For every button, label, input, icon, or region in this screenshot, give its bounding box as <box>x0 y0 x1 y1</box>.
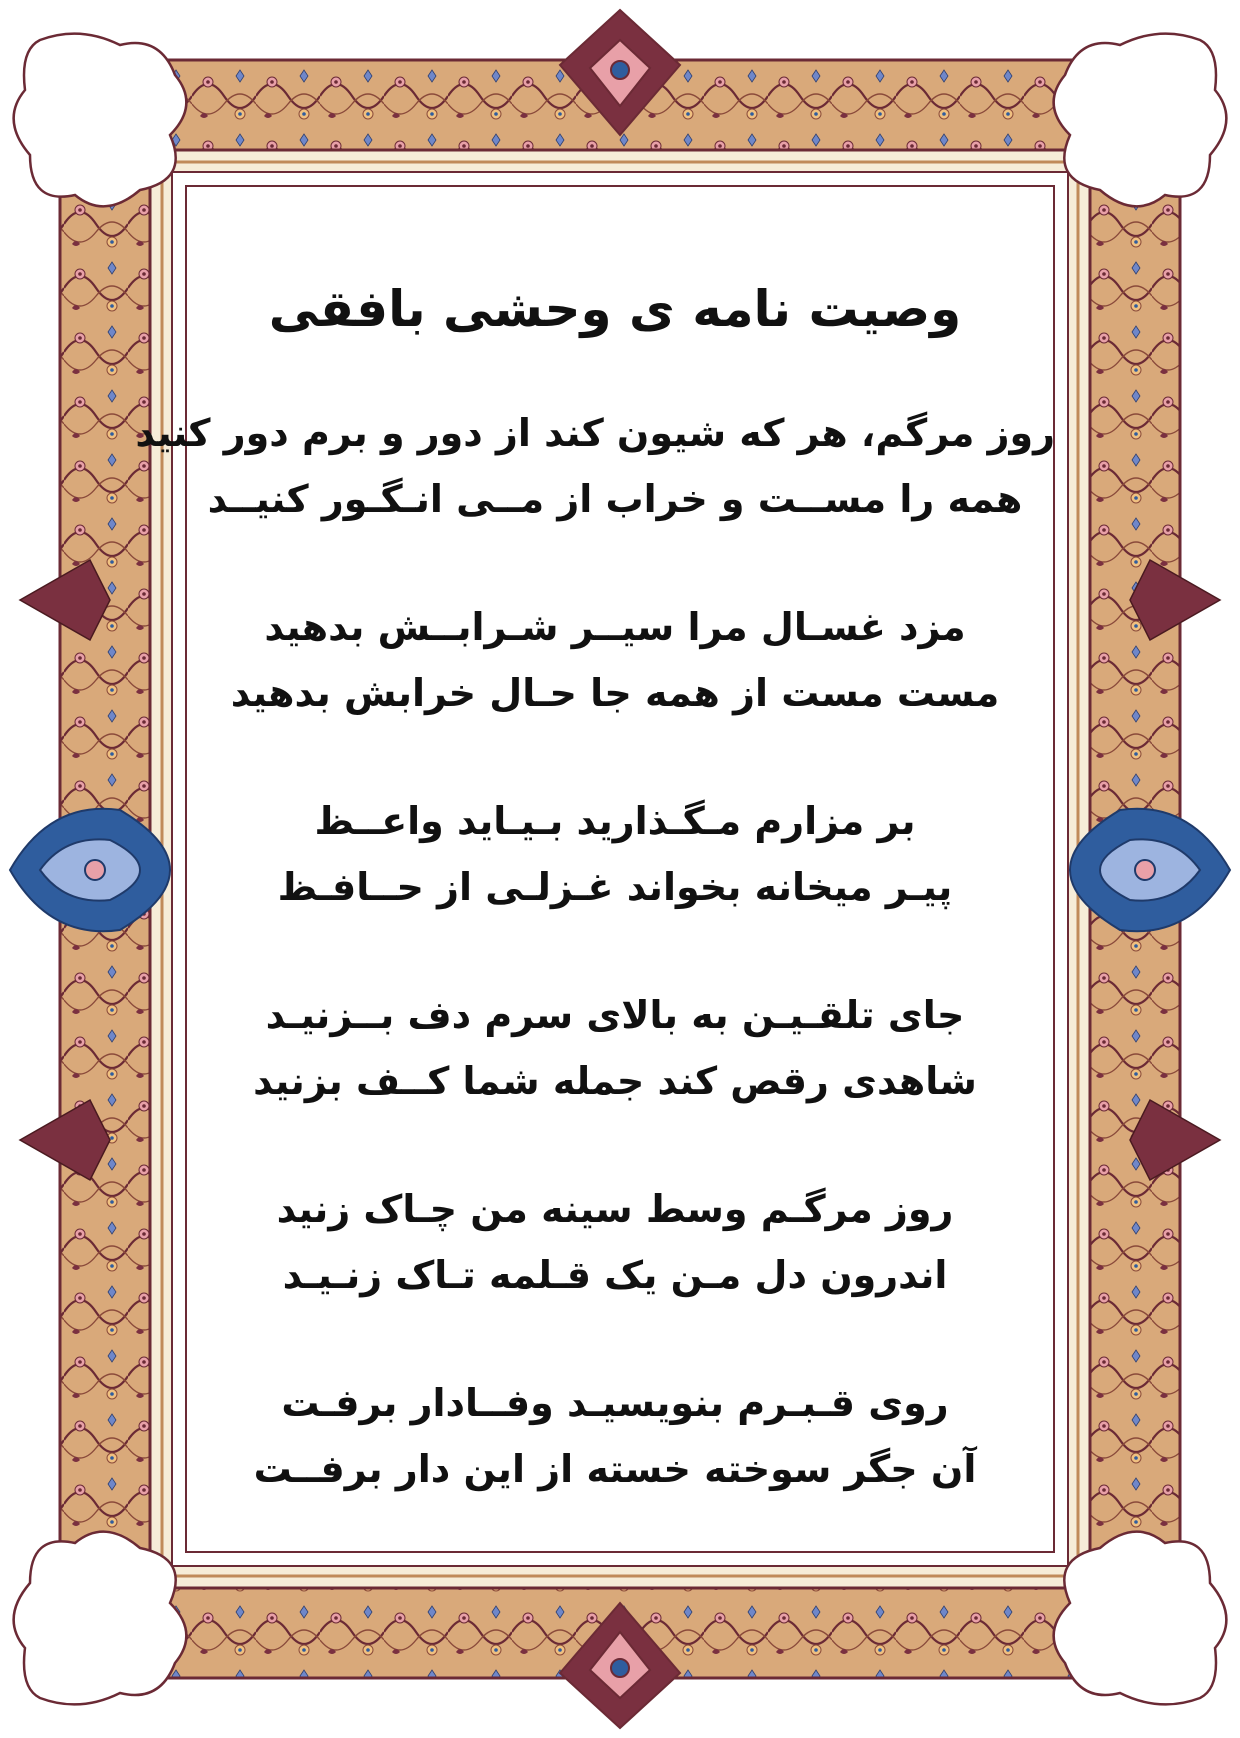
verse-line: شاهدی رقص کند جمله شما کــف بزنید <box>253 1059 977 1103</box>
verse-line: مزد غسـال مرا سیــر شـرابــش بدهید <box>264 605 966 649</box>
verse-line: روز مرگـم وسط سینه من چـاک زنید <box>276 1187 954 1231</box>
verse-line: پیـر میخانه بخواند غـزلـی از حــافـظ <box>277 865 953 909</box>
verse-line: مست مست از همه جا حـال خرابش بدهید <box>230 671 1000 715</box>
stanza <box>175 788 1055 920</box>
poem-content <box>135 170 1055 1550</box>
verse-line: اندرون دل مـن یک قـلمه تـاک زنـیـد <box>282 1253 948 1297</box>
stanza <box>175 982 1055 1114</box>
verse-line: روی قـبـرم بنویسیـد وفــادار برفـت <box>281 1381 949 1425</box>
verse-line: آن جگر سوخته خسته از این دار برفــت <box>253 1447 977 1491</box>
stanza <box>175 1176 1055 1308</box>
stanza <box>175 1370 1055 1502</box>
verse-line: همه را مســت و خراب از مــی انـگـور کنیــد <box>207 477 1023 521</box>
verse-line: روز مرگم، هر که شیون کند از دور و برم دور کنید <box>135 411 1055 455</box>
poem-title: وصیت نامه ی وحشی بافقی <box>268 280 962 338</box>
verse-line: جای تلقـیـن به بالای سرم دف بــزنیـد <box>265 993 965 1037</box>
stanza <box>135 400 1055 532</box>
verse-line: بر مزارم مـگـذارید بـیـاید واعــظ <box>314 799 916 843</box>
stanza <box>175 594 1055 726</box>
